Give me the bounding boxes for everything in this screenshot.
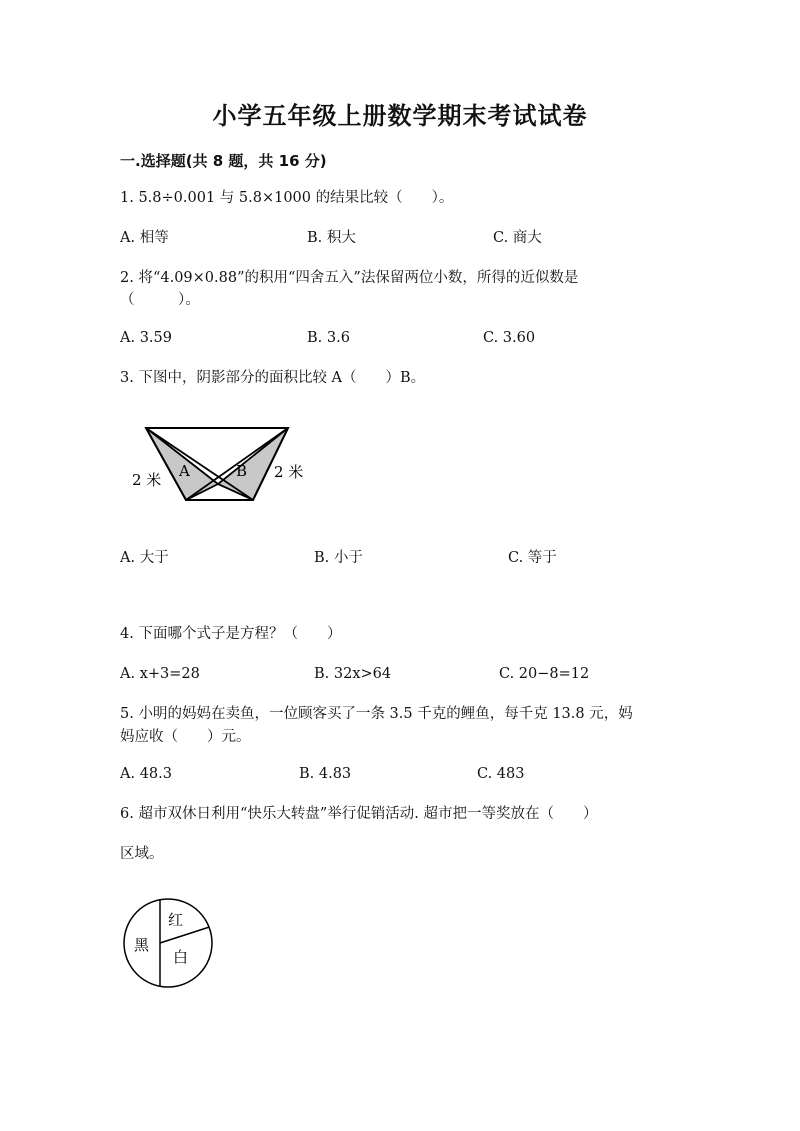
region-white-label: 白 <box>173 948 189 966</box>
question-6-text: 6. 超市双休日利用“快乐大转盘”举行促销活动. 超市把一等奖放在（ ） <box>120 806 598 822</box>
question-4-option-a[interactable]: A. x+3=28 <box>120 666 200 682</box>
question-2-text-line2: （ ）。 <box>120 292 200 308</box>
exam-title: 小学五年级上册数学期末考试试卷 <box>212 101 588 130</box>
question-2-option-c[interactable]: C. 3.60 <box>483 330 536 346</box>
label-b: B <box>236 462 248 480</box>
left-side-length: 2 米 <box>132 471 162 489</box>
question-1-option-c[interactable]: C. 商大 <box>493 230 542 246</box>
question-2-option-a[interactable]: A. 3.59 <box>120 330 172 346</box>
question-6-text-line2: 区域。 <box>120 846 164 862</box>
question-1-option-a[interactable]: A. 相等 <box>120 230 169 246</box>
question-3-option-c[interactable]: C. 等于 <box>508 550 557 566</box>
question-3-text: 3. 下图中，阴影部分的面积比较 A（ ）B。 <box>120 370 426 386</box>
section-header: 一.选择题(共 8 题，共 16 分) <box>120 152 327 170</box>
question-3-option-a[interactable]: A. 大于 <box>120 550 169 566</box>
trapezoid-figure <box>126 420 316 510</box>
region-black-label: 黑 <box>134 936 150 954</box>
question-2-text: 2. 将“4.09×0.88”的积用“四舍五入”法保留两位小数，所得的近似数是 <box>120 270 579 286</box>
question-5-option-a[interactable]: A. 48.3 <box>120 766 172 782</box>
right-side-length: 2 米 <box>274 463 304 481</box>
prize-wheel-figure <box>120 895 216 991</box>
question-3-option-b[interactable]: B. 小于 <box>314 550 363 566</box>
question-5-text: 5. 小明的妈妈在卖鱼，一位顾客买了一条 3.5 千克的鲤鱼，每千克 13.8 元，妈 <box>120 706 633 722</box>
question-4-option-c[interactable]: C. 20−8=12 <box>499 666 590 682</box>
region-red-label: 红 <box>168 911 184 929</box>
question-1-text: 1. 5.8÷0.001 与 5.8×1000 的结果比较（ ）。 <box>120 190 454 206</box>
question-4-text: 4. 下面哪个式子是方程？（ ） <box>120 626 342 642</box>
question-5-option-c[interactable]: C. 483 <box>477 766 525 782</box>
question-2-option-b[interactable]: B. 3.6 <box>307 330 350 346</box>
question-5-option-b[interactable]: B. 4.83 <box>299 766 352 782</box>
label-a: A <box>179 462 190 480</box>
question-1-option-b[interactable]: B. 积大 <box>307 230 356 246</box>
question-5-text-line2: 妈应收（ ）元。 <box>120 729 251 745</box>
question-4-option-b[interactable]: B. 32x>64 <box>314 666 392 682</box>
